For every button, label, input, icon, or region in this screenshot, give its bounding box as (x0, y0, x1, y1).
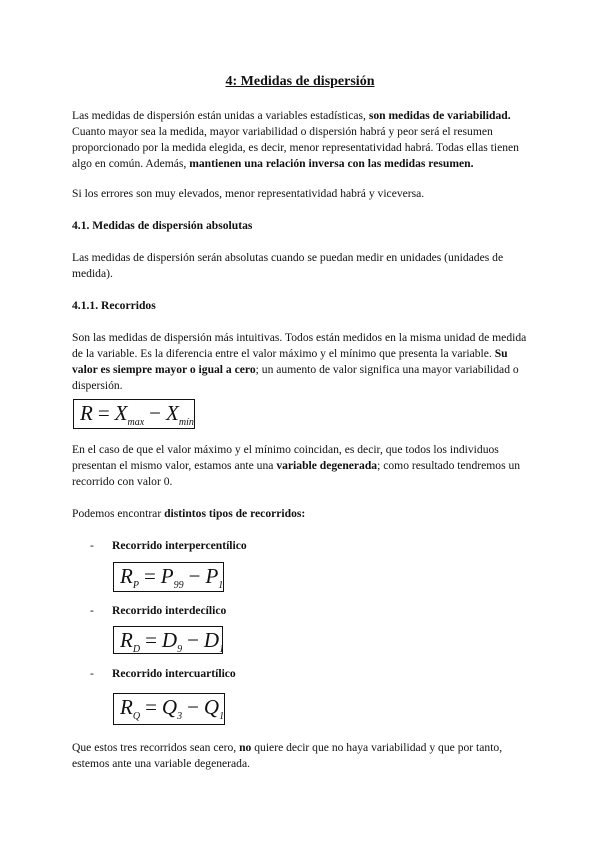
intro-bold-inverse: mantienen una relación inversa con las medidas resumen. (189, 157, 474, 170)
closing-paragraph (72, 740, 528, 772)
intro-paragraph (72, 108, 528, 172)
degenerate-paragraph (72, 442, 528, 490)
recorridos-text-c: ; un aumento de valor significa una mayor variabilidad o dispersión. (72, 363, 519, 392)
types-intro-text: Podemos encontrar (72, 507, 165, 520)
intro-text-c: Cuanto mayor sea la medida, mayor variabilidad o dispersión habrá y peor será el resumen proporcionado por la medida elegida, es decir, menor representatividad habrá. Todas ellas tienen algo en común. Además, (72, 125, 519, 170)
list-bullet: - (90, 667, 94, 680)
intro-text-a: Las medidas de dispersión están unidas a variables estadísticas, (72, 109, 369, 122)
closing-bold-no: no (239, 741, 252, 754)
closing-text-a: Que estos tres recorridos sean cero, (72, 741, 240, 754)
recorridos-bold: Su valor es siempre mayor o igual a cero (72, 347, 508, 376)
list-bullet: - (90, 539, 94, 552)
interquartile-label: Recorrido intercuartílico (112, 667, 236, 680)
interquartile-formula: $R_Q = Q_3 - Q_1$ (113, 693, 225, 725)
recorridos-paragraph (72, 330, 528, 394)
interdecile-formula: $R_D = D_9 - D_1$ (113, 626, 223, 654)
list-bullet: - (90, 604, 94, 617)
degenerate-text-c: ; como resultado tendremos un recorrido con valor 0. (72, 459, 521, 488)
closing-text-c: quiere decir que no haya variabilidad y que por tanto, estemos ante una variable degenerada. (72, 741, 503, 770)
range-formula: $R = X_{max} - X_{mín}$ (73, 399, 195, 429)
interpercentile-label: Recorrido interpercentílico (112, 539, 247, 552)
types-intro-bold: distintos tipos de recorridos: (164, 507, 306, 520)
degenerate-bold: variable degenerada (276, 459, 378, 472)
page-title: 4: Medidas de dispersión (225, 74, 375, 89)
section-41-text: Las medidas de dispersión serán absolutas cuando se puedan medir en unidades (unidades de medida). (72, 251, 504, 280)
section-41-heading: 4.1. Medidas de dispersión absolutas (72, 219, 253, 232)
degenerate-text-a: En el caso de que el valor máximo y el mínimo coincidan, es decir, que todos los individuos presentan el mismo valor, estamos ante una (72, 443, 499, 472)
intro-bold-variability: son medidas de variabilidad. (368, 109, 511, 122)
section-411-heading: 4.1.1. Recorridos (72, 299, 156, 312)
types-intro (72, 506, 528, 522)
recorridos-text-a: Son las medidas de dispersión más intuitivas. Todos están medidos en la misma unidad de medida de la variable. Es la diferencia entre el valor máximo y el mínimo que presenta la variable. (72, 331, 527, 360)
interpercentile-formula: $R_P = P_{99} - P_1$ (113, 562, 224, 592)
intro-paragraph-2: Si los errores son muy elevados, menor representatividad habrá y viceversa. (72, 187, 425, 200)
interdecile-label: Recorrido interdecílico (112, 604, 227, 617)
